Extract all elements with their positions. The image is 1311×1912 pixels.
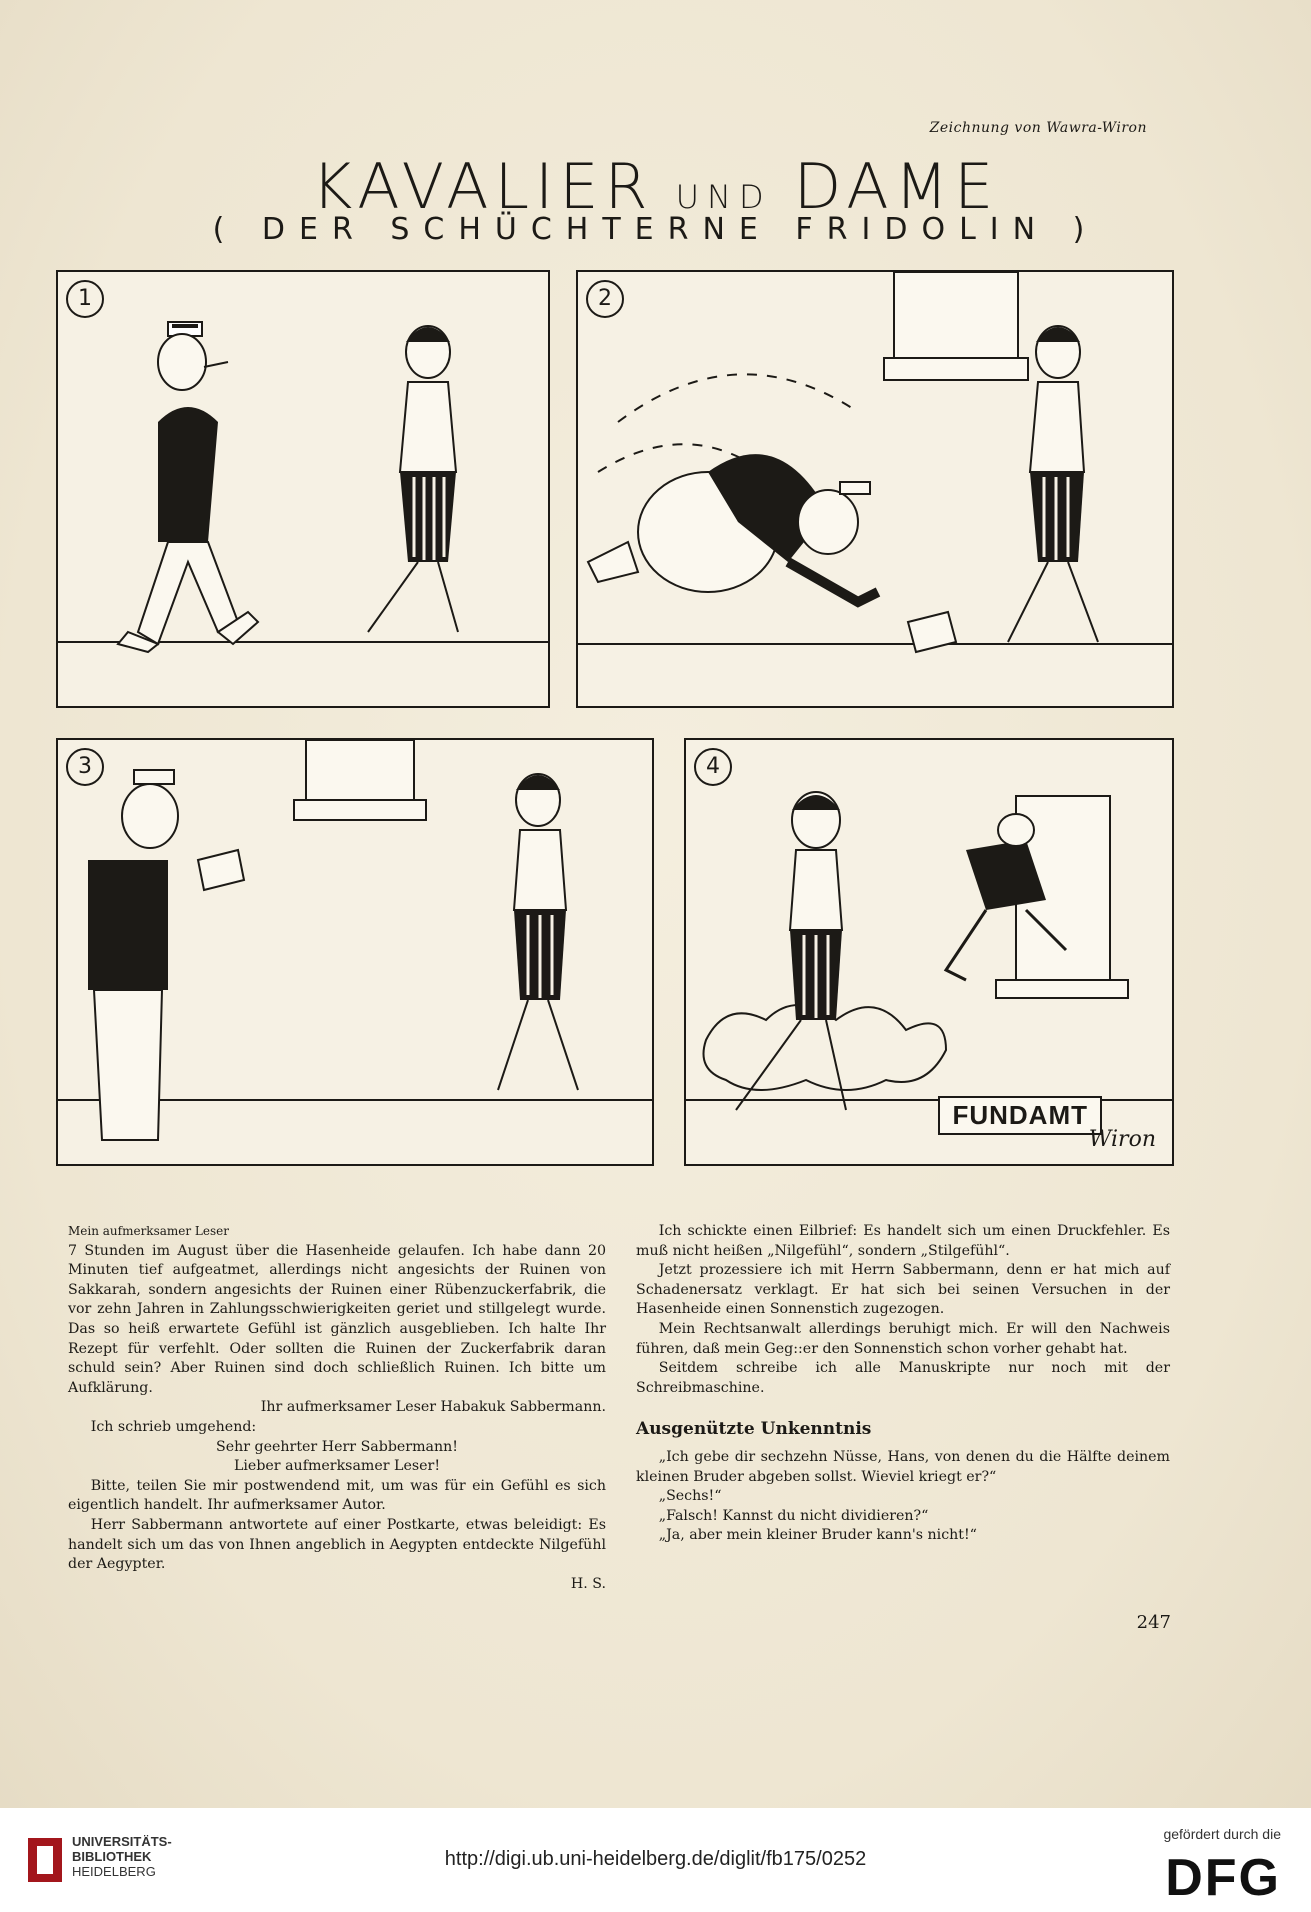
paragraph: „Ich gebe dir sechzehn Nüsse, Hans, von denen du die Hälfte deinem kleinen Bruder abgeben sollst. Wieviel kriegt er?“ bbox=[636, 1448, 1170, 1485]
comic-panel-4 bbox=[684, 738, 1174, 1166]
funding-label: gefördert durch die bbox=[1163, 1826, 1281, 1842]
panel-number-2: 2 bbox=[586, 280, 624, 318]
panel-2-drawing bbox=[578, 272, 1172, 706]
title-word-und: UND bbox=[675, 178, 772, 216]
library-name: UNIVERSITÄTS- BIBLIOTHEK HEIDELBERG bbox=[72, 1834, 172, 1879]
title-word-dame: DAME bbox=[793, 150, 1000, 223]
section-heading: Ausgenützte Unkenntnis bbox=[636, 1419, 872, 1440]
comic-panel-1 bbox=[56, 270, 550, 708]
paragraph: Seitdem schreibe ich alle Manuskripte nur noch mit der Schreibmaschine. bbox=[636, 1360, 1170, 1396]
paragraph: Sehr geehrter Herr Sabbermann! bbox=[216, 1438, 458, 1455]
paragraph: Mein Rechtsanwalt allerdings beruhigt mich. Er will den Nachweis führen, daß mein Geg::er den Sonnenstich schon vorher gehabt hat. bbox=[636, 1320, 1170, 1357]
title-word-kavalier: KAVALIER bbox=[311, 150, 654, 223]
artist-signature: Wiron bbox=[1088, 1127, 1156, 1152]
author-initials: H. S. bbox=[570, 1575, 606, 1592]
page-number: 247 bbox=[1136, 1612, 1171, 1633]
paragraph: Herr Sabbermann antwortete auf einer Postkarte, etwas beleidigt: Es handelt sich um das von Ihnen angeblich in Aegypten entdeckte Nilgefühl der Aegypter. bbox=[68, 1516, 606, 1573]
illustration-credit: Zeichnung von Wawra-Wiron bbox=[929, 120, 1147, 136]
panel-1-drawing bbox=[58, 272, 548, 706]
letter-heading: Mein aufmerksamer Leser bbox=[68, 1224, 229, 1238]
panel-number-4: 4 bbox=[694, 748, 732, 786]
panel-3-drawing bbox=[58, 740, 652, 1164]
paragraph: Lieber aufmerksamer Leser! bbox=[233, 1458, 441, 1475]
paragraph: Jetzt prozessiere ich mit Herrn Sabbermann, denn er hat mich auf Schadenersatz verklagt. Er hat sich bei seinen Versuchen in der Hasenheide einen Sonnenstich zugezogen. bbox=[636, 1262, 1170, 1318]
paragraph: „Falsch! Kannst du nicht dividieren?“ bbox=[658, 1507, 929, 1524]
page-subtitle: ( DER SCHÜCHTERNE FRIDOLIN ) bbox=[212, 212, 1099, 247]
paragraph: „Sechs!“ bbox=[658, 1488, 722, 1505]
paragraph: „Ja, aber mein kleiner Bruder kann's nicht!“ bbox=[658, 1527, 977, 1544]
comic-panel-3 bbox=[56, 738, 654, 1166]
comic-panel-2 bbox=[576, 270, 1174, 708]
paragraph: Ihr aufmerksamer Leser Habakuk Sabbermann. bbox=[260, 1399, 606, 1416]
paragraph: 7 Stunden im August über die Hasenheide gelaufen. Ich habe dann 20 Minuten tief aufgeatmet, allerdings nicht angesichts der Ruinen von Sakkarah, sondern angesichts der Ruinen einer Rübenzuckerfabrik, die vor zehn Jahren in Zahlungsschwierigkeiten geriet und stillgelegt wurde. Das so heiß erwartete Gefühl ist gänzlich ausgeblieben. Ich halte Ihr Rezept für verfehlt. Oder sollten die Ruinen der Zuckerfabrik daran schuld sein? Aber Ruinen sind doch schließlich Ruinen. Ich bitte um Aufklärung. bbox=[68, 1242, 606, 1396]
footer-bar bbox=[0, 1808, 1311, 1912]
dfg-logo[interactable]: DFG bbox=[1165, 1849, 1281, 1907]
paragraph: Ich schrieb umgehend: bbox=[90, 1418, 257, 1435]
paragraph: Ich schickte einen Eilbrief: Es handelt sich um einen Druckfehler. Es muß nicht heißen „Nilgefühl“, sondern „Stilgefühl“. bbox=[636, 1223, 1170, 1259]
panel-number-1: 1 bbox=[66, 280, 104, 318]
article-right-column bbox=[636, 1222, 1170, 1546]
panel-number-3: 3 bbox=[66, 748, 104, 786]
fundamt-sign: FUNDAMT bbox=[938, 1096, 1102, 1135]
article-left-column bbox=[68, 1222, 606, 1594]
source-url-link[interactable]: http://digi.ub.uni-heidelberg.de/diglit/fb175/0252 bbox=[444, 1848, 867, 1870]
paragraph: Bitte, teilen Sie mir postwendend mit, um was für ein Gefühl es sich eigentlich handelt. Ihr aufmerksamer Autor. bbox=[68, 1477, 606, 1514]
